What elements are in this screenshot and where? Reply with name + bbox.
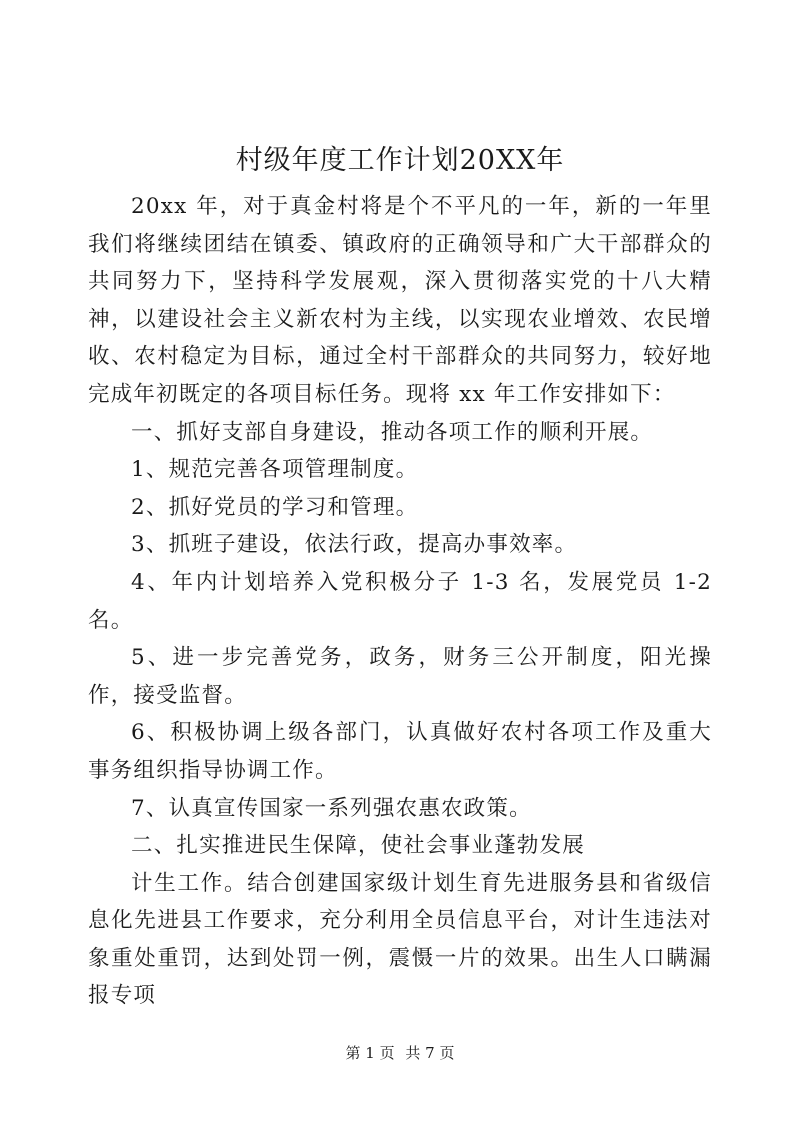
- paragraph-section-2-heading: 二、扎实推进民生保障，使社会事业蓬勃发展: [131, 833, 586, 859]
- paragraph-item-1: 1、规范完善各项管理制度。: [131, 457, 419, 483]
- page-total: 共 7 页: [405, 1044, 455, 1062]
- paragraph-family-planning: 计生工作。结合创建国家级计划生育先进服务县和省级信息化先进县工作要求，充分利用全员信息平台，对计生违法对象重处重罚，达到处罚一例，震慑一片的效果。出生人口瞒漏报专项: [88, 870, 712, 1009]
- paragraph-item-3: 3、抓班子建设，依法行政，提高办事效率。: [131, 532, 578, 558]
- page-footer: [0, 1043, 800, 1063]
- paragraph-item-7: 7、认真宣传国家一系列强农惠农政策。: [131, 795, 532, 821]
- page-number: 第 1 页: [345, 1044, 395, 1062]
- paragraph-item-4: 4、年内计划培养入党积极分子 1-3 名，发展党员 1-2 名。: [88, 569, 712, 633]
- paragraph-item-2: 2、抓好党员的学习和管理。: [131, 494, 419, 520]
- document-body: [88, 188, 712, 1015]
- document-title: 村级年度工作计划20XX年: [235, 145, 565, 176]
- paragraph-item-6: 6、积极协调上级各部门，认真做好农村各项工作及重大事务组织指导协调工作。: [88, 720, 712, 783]
- paragraph-item-5: 5、进一步完善党务，政务，财务三公开制度，阳光操作，接受监督。: [88, 645, 712, 708]
- paragraph-intro: 20xx 年，对于真金村将是个不平凡的一年，新的一年里我们将继续团结在镇委、镇政府的正确领导和广大干部群众的共同努力下，坚持科学发展观，深入贯彻落实党的十八大精神，以建设社会主义新农村为主线，以实现农业增效、农民增收、农村稳定为目标，通过全村干部群众的共同努力，较好地完成年初既定的各项目标任务。现将 xx 年工作安排如下：: [88, 194, 712, 407]
- paragraph-section-1-heading: 一、抓好支部自身建设，推动各项工作的顺利开展。: [131, 419, 654, 445]
